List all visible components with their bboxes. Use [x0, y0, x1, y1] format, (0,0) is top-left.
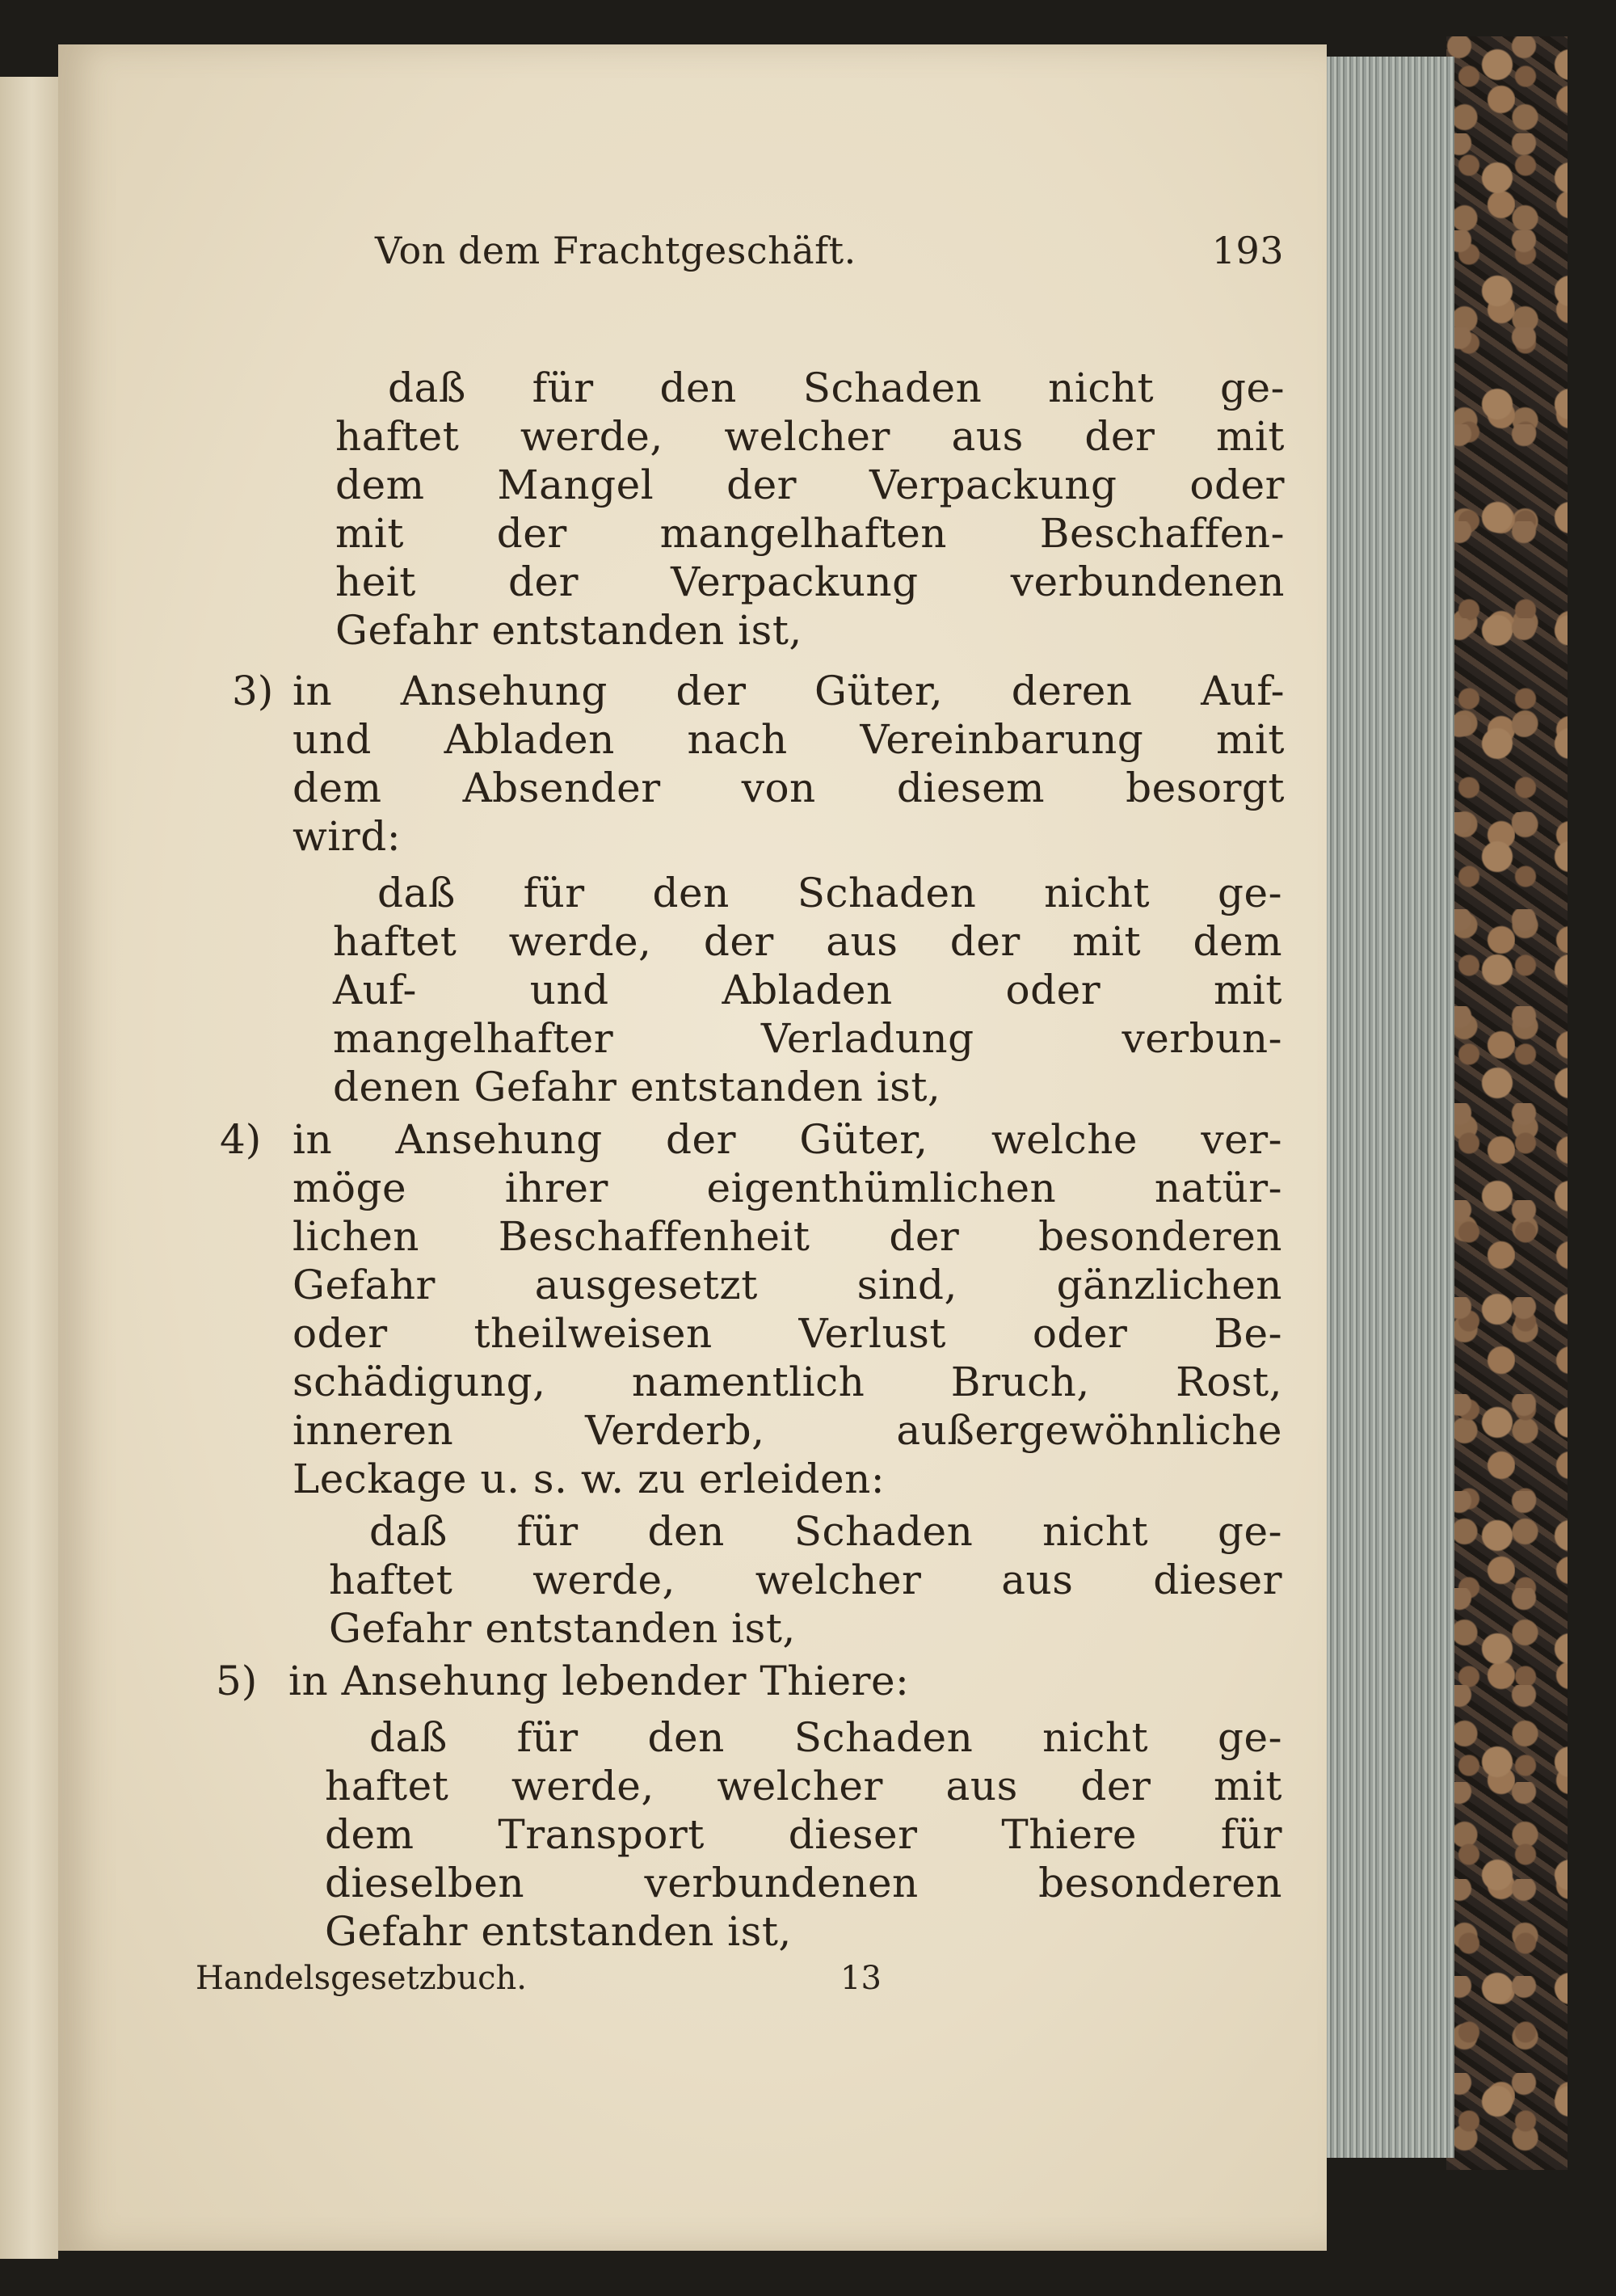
text-line: haftet werde, der aus der mit dem [333, 918, 1282, 965]
text-line: dieselben verbundenen besonderen [325, 1860, 1282, 1906]
page-fore-edge [1325, 57, 1454, 2158]
text-line: inneren Verderb, außergewöhnliche [292, 1407, 1282, 1454]
book-page [58, 44, 1327, 2251]
text-line: daß für den Schaden nicht ge- [369, 1508, 1282, 1555]
text-line: und Abladen nach Vereinbarung mit [292, 716, 1285, 763]
text-line: lichen Beschaffenheit der besonderen [292, 1213, 1282, 1260]
item-number: 3) [232, 668, 274, 714]
text-line: wird: [292, 813, 402, 860]
item-number: 4) [220, 1116, 262, 1163]
text-line: möge ihrer eigenthümlichen natür- [292, 1165, 1282, 1211]
text-line: heit der Verpackung verbundenen [335, 558, 1285, 605]
text-line: in Ansehung der Güter, deren Auf- [292, 668, 1285, 714]
text-line: Gefahr entstanden ist, [325, 1908, 792, 1955]
text-line: mangelhafter Verladung verbun- [333, 1015, 1282, 1062]
text-line: haftet werde, welcher aus der mit [335, 413, 1285, 460]
text-line: denen Gefahr entstanden ist, [333, 1064, 941, 1110]
text-line: dem Mangel der Verpackung oder [335, 461, 1285, 508]
text-line: mit der mangelhaften Beschaffen- [335, 510, 1285, 557]
text-line: daß für den Schaden nicht ge- [377, 870, 1282, 916]
text-line: Gefahr entstanden ist, [329, 1605, 796, 1652]
sheet-number: 13 [840, 1960, 882, 1997]
left-page-edge [0, 77, 58, 2259]
text-line: daß für den Schaden nicht ge- [369, 1714, 1282, 1761]
text-line: Auf- und Abladen oder mit [333, 967, 1282, 1013]
text-line: in Ansehung der Güter, welche ver- [292, 1116, 1282, 1163]
footer-signature: Handelsgesetzbuch. [196, 1960, 527, 1997]
running-title: Von dem Frachtgeschäft. [375, 229, 856, 272]
text-line: Leckage u. s. w. zu erleiden: [292, 1456, 886, 1502]
text-line: daß für den Schaden nicht ge- [388, 364, 1285, 411]
text-line: oder theilweisen Verlust oder Be- [292, 1310, 1282, 1357]
text-line: in Ansehung lebender Thiere: [288, 1658, 910, 1704]
text-line: haftet werde, welcher aus der mit [325, 1763, 1282, 1809]
page-number: 193 [1211, 229, 1284, 272]
text-line: schädigung, namentlich Bruch, Rost, [292, 1359, 1282, 1405]
text-line: dem Absender von diesem besorgt [292, 765, 1285, 811]
text-line: Gefahr ausgesetzt sind, gänzlichen [292, 1262, 1282, 1308]
text-line: haftet werde, welcher aus dieser [329, 1557, 1282, 1603]
item-number: 5) [216, 1658, 258, 1704]
text-line: dem Transport dieser Thiere für [325, 1811, 1282, 1858]
marbled-cover [1446, 36, 1568, 2170]
text-line: Gefahr entstanden ist, [335, 607, 802, 654]
